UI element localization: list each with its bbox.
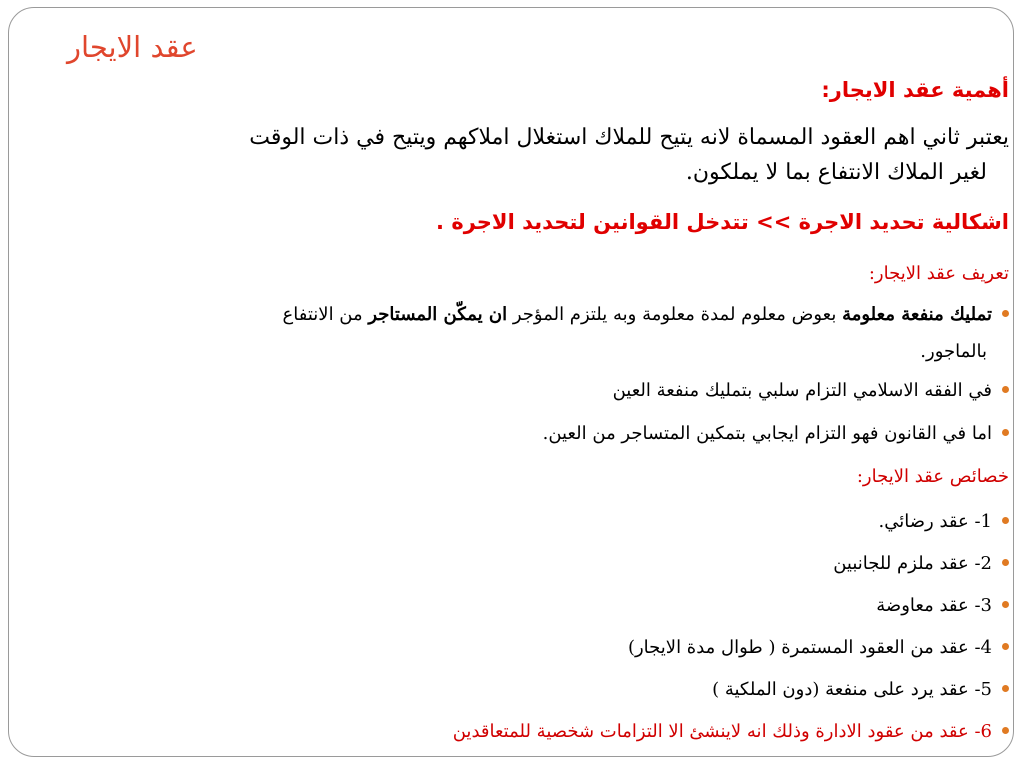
bullet-dot-icon	[1002, 310, 1009, 317]
bullet-dot-icon	[1002, 643, 1009, 650]
bullet-dot-icon	[1002, 685, 1009, 692]
bullet-dot-icon	[1002, 386, 1009, 393]
feature-item-highlighted: 6- عقد من عقود الادارة وذلك انه لاينشئ الا التزامات شخصية للمتعاقدين	[453, 721, 1009, 742]
paragraph-line-1: يعتبر ثاني اهم العقود المسماة لانه يتيح للملاك استغلال املاكهم ويتيح في ذات الوقت	[249, 125, 1009, 150]
bullet-dot-icon	[1002, 601, 1009, 608]
definition-text-2: من الانتفاع	[282, 304, 369, 325]
feature-item: 2- عقد ملزم للجانبين	[833, 553, 1009, 574]
definition-text-1: بعوض معلوم لمدة معلومة وبه يلتزم المؤجر	[507, 304, 843, 325]
definition-bold-1: تمليك منفعة معلومة	[842, 304, 992, 325]
feature-item: 3- عقد معاوضة	[876, 595, 1009, 616]
bullet-dot-icon	[1002, 517, 1009, 524]
feature-item: 5- عقد يرد على منفعة (دون الملكية )	[712, 679, 1009, 700]
paragraph-line-2: لغير الملاك الانتفاع بما لا يملكون.	[685, 160, 987, 185]
heading-rent-issue: اشكالية تحديد الاجرة >> تتدخل القوانين لتحديد الاجرة .	[436, 210, 1009, 234]
definition-bullet	[283, 304, 1009, 325]
heading-features: خصائص عقد الايجار:	[856, 466, 1009, 487]
bullet-dot-icon	[1002, 559, 1009, 566]
slide-title: عقد الايجار	[67, 30, 198, 64]
heading-definition: تعريف عقد الايجار:	[868, 263, 1009, 284]
bullet-dot-icon	[1002, 727, 1009, 734]
feature-item: 4- عقد من العقود المستمرة ( طوال مدة الايجار)	[628, 637, 1009, 658]
law-bullet: اما في القانون فهو التزام ايجابي بتمكين المتساجر من العين.	[543, 423, 1009, 444]
definition-line-2: بالماجور.	[920, 341, 987, 362]
feature-item: 1- عقد رضائي.	[879, 511, 1009, 532]
heading-importance: أهمية عقد الايجار:	[821, 78, 1009, 102]
fiqh-bullet: في الفقه الاسلامي التزام سلبي بتمليك منفعة العين	[613, 380, 1009, 401]
definition-bold-2: ان يمكّن المستاجر	[368, 304, 508, 325]
slide	[8, 7, 1014, 757]
bullet-dot-icon	[1002, 429, 1009, 436]
